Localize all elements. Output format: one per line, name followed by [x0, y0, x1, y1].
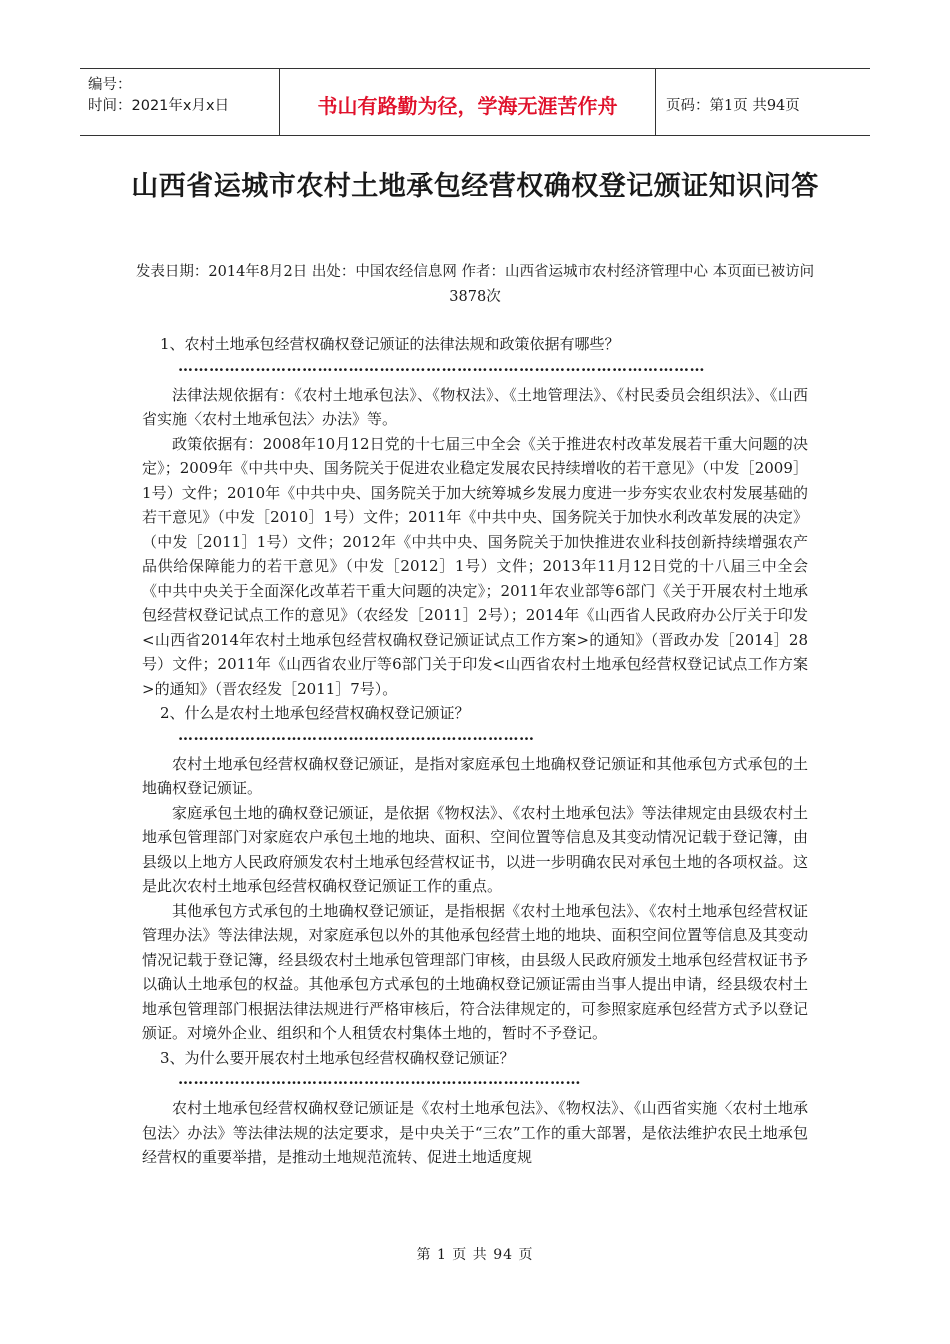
dotted-leader-2: …………………………………………………………… [178, 725, 535, 744]
header-left-cell [80, 69, 280, 135]
document-body [142, 332, 808, 1170]
page-info: 页码：第1页 共94页 [666, 97, 800, 114]
paragraph: 农村土地承包经营权确权登记颁证是《农村土地承包法》、《物权法》、《山西省实施〈农村土地承包法〉办法》等法律法规的法定要求，是中央关于“三农”工作的重大部署，是依法维护农民土地承包经营权的重要举措，是推动土地规范流转、促进土地适度规 [142, 1099, 808, 1166]
header-table [80, 68, 870, 136]
paragraph: 其他承包方式承包的土地确权登记颁证，是指根据《农村土地承包法》、《农村土地承包经营权证管理办法》等法律法规，对家庭承包以外的其他承包经营土地的地块、面积空间位置等信息及其变动情况记载于登记簿，经县级农村土地承包管理部门审核，由县级人民政府颁发土地承包经营权证书予以确认土地承包的权益。其他承包方式承包的土地确权登记颁证需由当事人提出申请，经县级农村土地承包管理部门根据法律法规进行严格审核后，符合法律规定的，可参照家庭承包经营方式予以登记颁证。对境外企业、组织和个人租赁农村集体土地的，暂时不予登记。 [142, 901, 808, 1042]
time-label: 时间：2021年x月x日 [88, 98, 230, 114]
paragraph: 政策依据有：2008年10月12日党的十七届三中全会《关于推进农村改革发展若干重大问题的决定》；2009年《中共中央、国务院关于促进农业稳定发展农民持续增收的若干意见》（中发［2009］1号）文件；2010年《中共中央、国务院关于加大统筹城乡发展力度进一步夯实农业农村发展基础的若干意见》（中发［2010］1号）文件；2011年《中共中央、国务院关于加快水利改革发展的决定》（中发［2011］1号）文件；2012年《中共中央、国务院关于加快推进农业科技创新持续增强农产品供给保障能力的若干意见》（中发［2012］1号）文件；2013年11月12日党的十八届三中全会《中共中央关于全面深化改革若干重大问题的决定》；2011年农业部等6部门《关于开展农村土地承包经营权登记试点工作的意见》（农经发［2011］2号）；2014年《山西省人民政府办公厅关于印发<山西省2014年农村土地承包经营权确权登记颁证试点工作方案>的通知》（晋政办发［2014］28号）文件；2011年《山西省农业厅等6部门关于印发<山西省农村土地承包经营权登记试点工作方案>的通知》（晋农经发［2011］7号）。 [142, 434, 808, 698]
page-footer: 第 1 页 共 94 页 [416, 1247, 534, 1263]
paragraph: 农村土地承包经营权确权登记颁证，是指对家庭承包土地确权登记颁证和其他承包方式承包的土地确权登记颁证。 [142, 754, 808, 797]
question-3: 3、为什么要开展农村土地承包经营权确权登记颁证？ [160, 1048, 515, 1067]
dotted-leader-3: …………………………………………………………………… [178, 1070, 581, 1088]
paragraph: 家庭承包土地的确权登记颁证，是依据《物权法》、《农村土地承包法》等法律规定由县级农村土地承包管理部门对家庭农户承包土地的地块、面积、空间位置等信息及其变动情况记载于登记簿，由县级以上地方人民政府颁发农村土地承包经营权证书，以进一步明确农民对承包土地的各项权益。这是此次农村土地承包经营权确权登记颁证工作的重点。 [142, 803, 808, 895]
motto: 书山有路勤为径，学海无涯苦作舟 [280, 69, 656, 135]
question-1: 1、农村土地承包经营权确权登记颁证的法律法规和政策依据有哪些？ [160, 335, 620, 353]
question-2: 2、什么是农村土地承包经营权确权登记颁证？ [160, 704, 470, 722]
number-label: 编号： [88, 77, 132, 93]
document-title: 山西省运城市农村土地承包经营权确权登记颁证知识问答 [131, 171, 819, 202]
paragraph: 法律法规依据有：《农村土地承包法》、《物权法》、《土地管理法》、《村民委员会组织法》、《山西省实施〈农村土地承包法〉办法》等。 [142, 385, 808, 428]
document-meta: 发表日期：2014年8月2日 出处：中国农经信息网 作者：山西省运城市农村经济管理中心 本页面已被访问 3878次 [135, 264, 815, 305]
dotted-leader-1: ………………………………………………………………………………………… [178, 356, 705, 375]
